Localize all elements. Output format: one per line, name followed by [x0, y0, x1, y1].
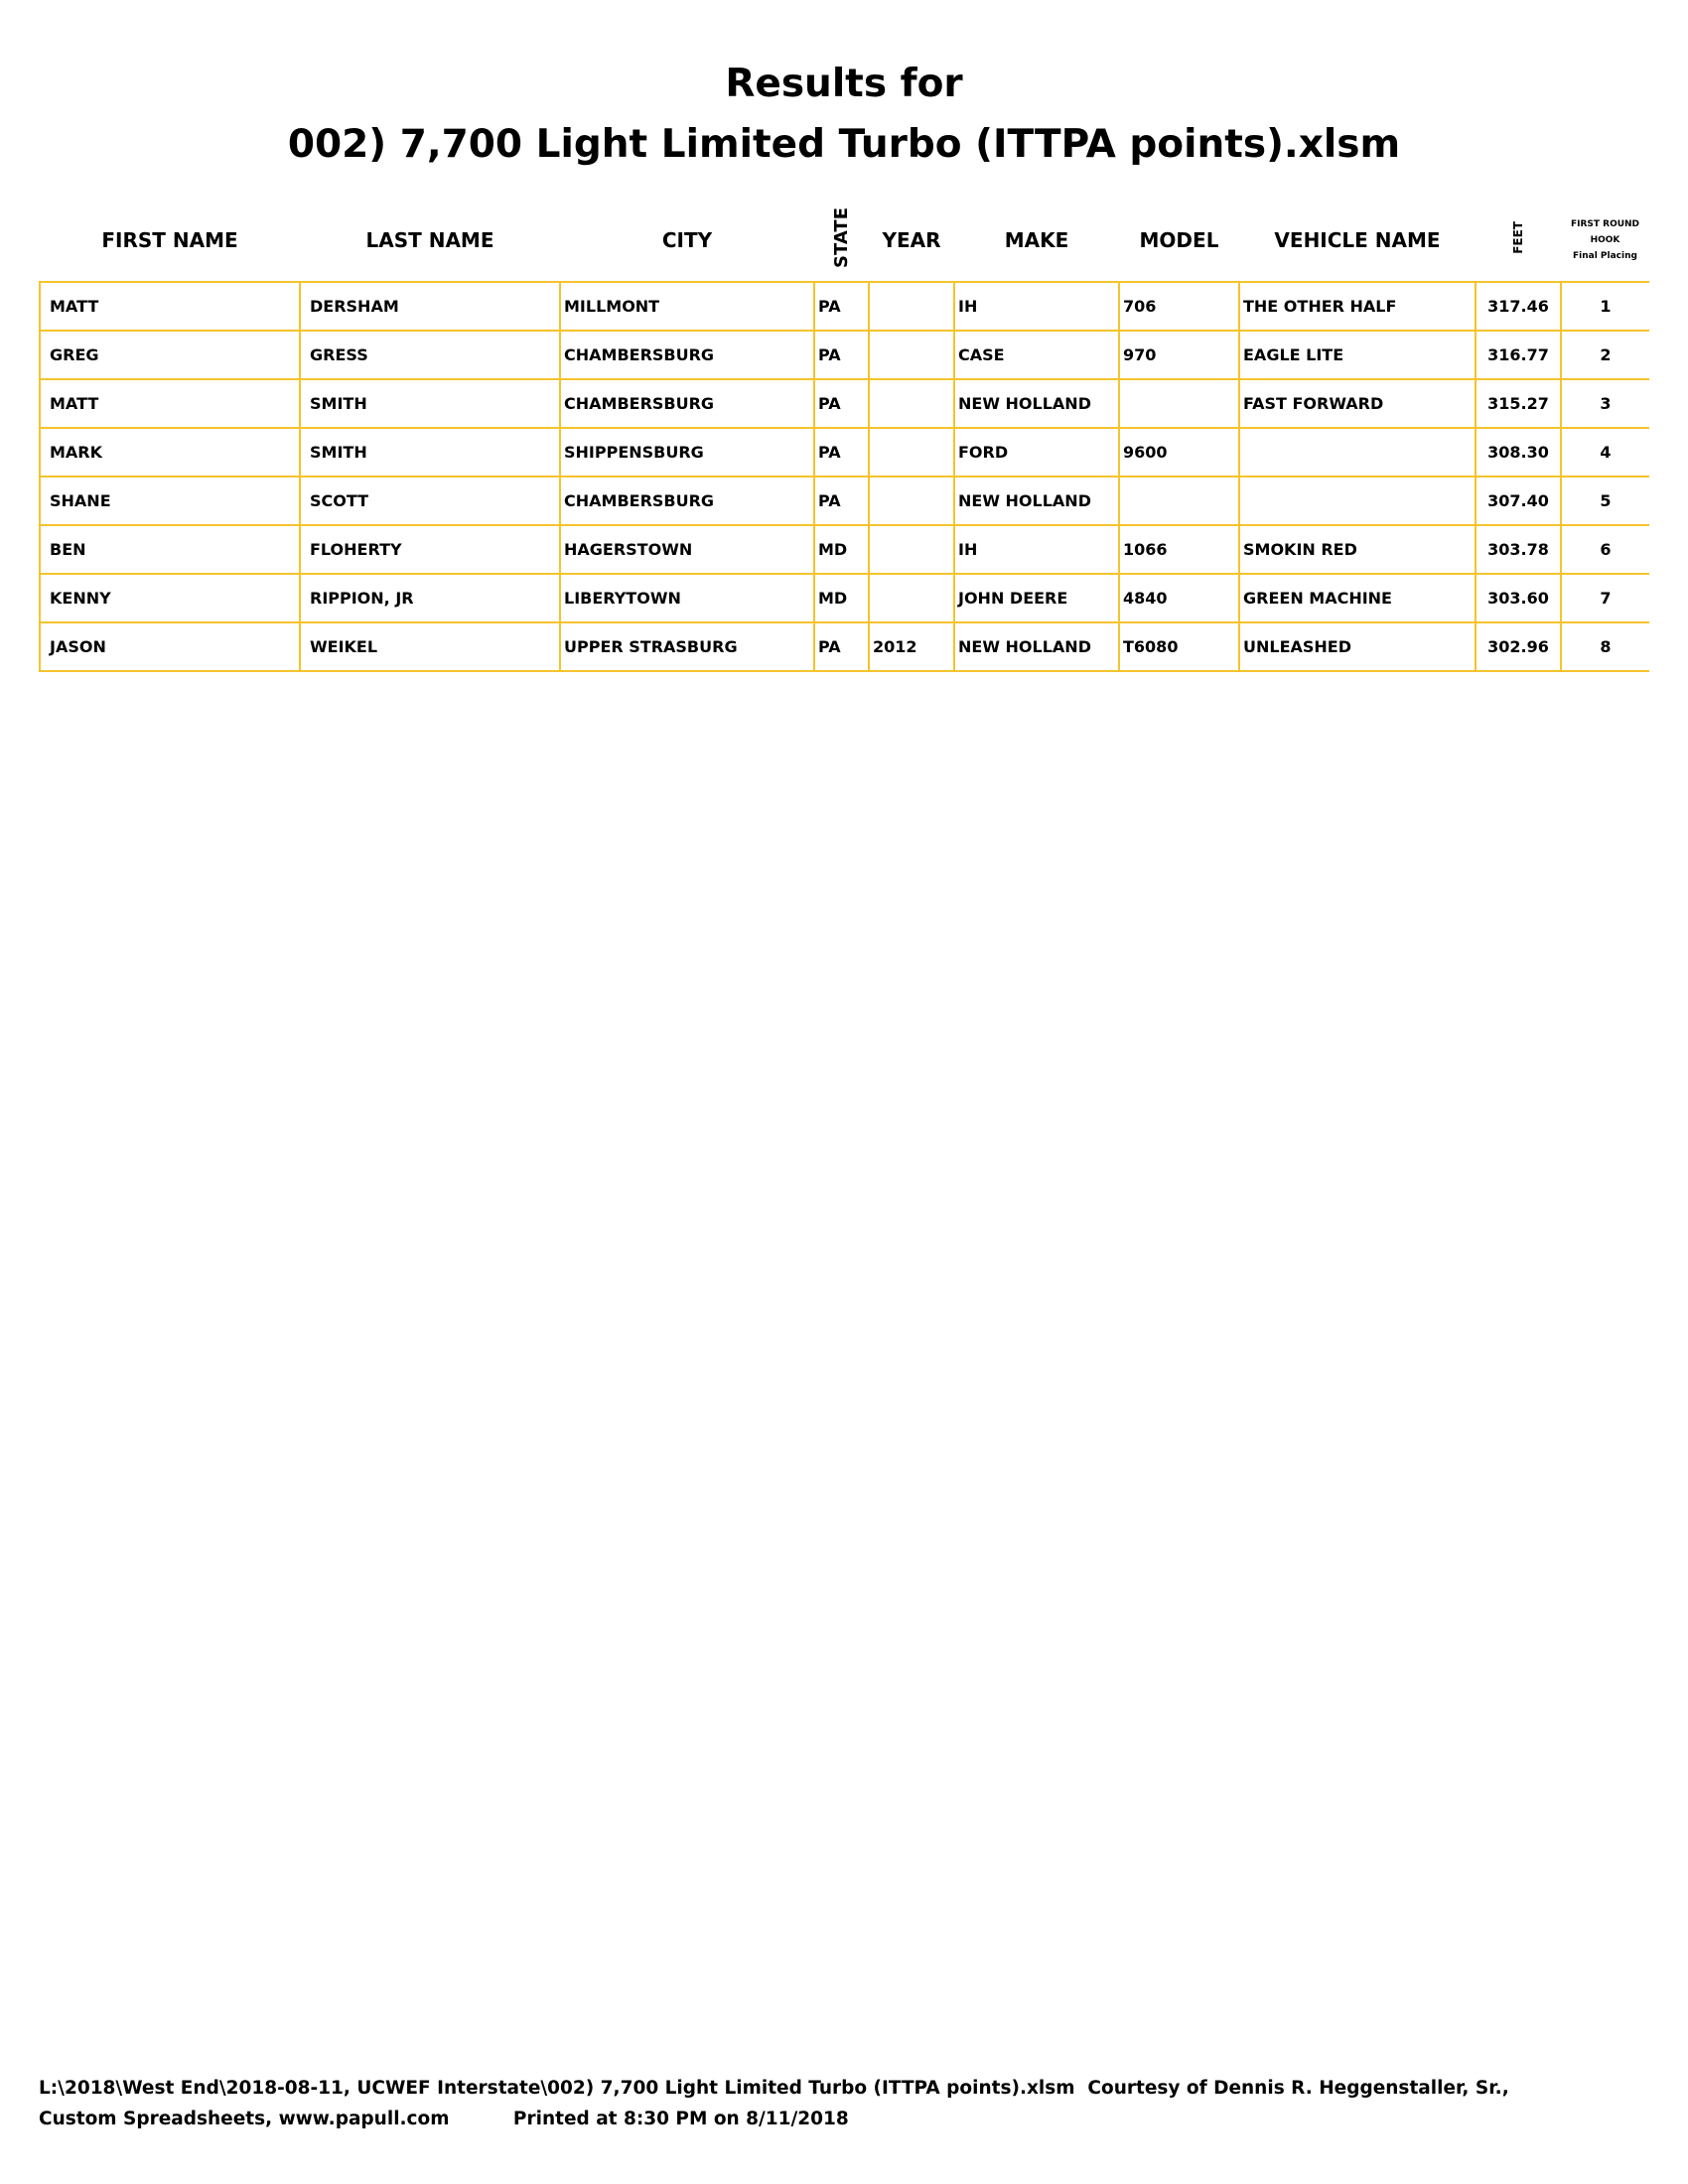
cell-last-name: WEIKEL [300, 622, 560, 671]
cell-year [869, 428, 954, 477]
cell-make: NEW HOLLAND [954, 477, 1119, 525]
cell-model [1119, 477, 1239, 525]
cell-first-name: SHANE [40, 477, 300, 525]
cell-state: PA [814, 379, 869, 428]
footer-line2: Custom Spreadsheets, www.papull.com Printed at 8:30 PM on 8/11/2018 [39, 2109, 849, 2129]
cell-first-name: MATT [40, 379, 300, 428]
cell-last-name: GRESS [300, 331, 560, 379]
cell-placing: 7 [1561, 574, 1649, 622]
cell-city: LIBERYTOWN [560, 574, 814, 622]
header-placing-line1: FIRST ROUND [1570, 218, 1640, 229]
cell-year: 2012 [869, 622, 954, 671]
header-feet [1476, 199, 1561, 282]
header-year: YEAR [882, 227, 941, 252]
cell-model: T6080 [1119, 622, 1239, 671]
table-row [40, 379, 1649, 428]
cell-feet: 303.60 [1476, 574, 1561, 622]
header-placing-line2: HOOK [1590, 234, 1620, 245]
cell-feet: 307.40 [1476, 477, 1561, 525]
header-placing-line3: Final Placing [1573, 250, 1637, 261]
cell-state: PA [814, 622, 869, 671]
cell-placing: 6 [1561, 525, 1649, 574]
cell-year [869, 379, 954, 428]
cell-first-name: JASON [40, 622, 300, 671]
table-row [40, 428, 1649, 477]
header-feet-label: FEET [1511, 220, 1525, 254]
cell-state: PA [814, 331, 869, 379]
header-placing [1561, 199, 1649, 282]
cell-city: MILLMONT [560, 282, 814, 331]
cell-model: 4840 [1119, 574, 1239, 622]
cell-last-name: SCOTT [300, 477, 560, 525]
cell-model: 9600 [1119, 428, 1239, 477]
header-city: CITY [661, 227, 713, 252]
cell-city: CHAMBERSBURG [560, 477, 814, 525]
cell-first-name: MATT [40, 282, 300, 331]
cell-make: NEW HOLLAND [954, 379, 1119, 428]
header-state [814, 199, 869, 282]
cell-first-name: MARK [40, 428, 300, 477]
cell-last-name: RIPPION, JR [300, 574, 560, 622]
cell-year [869, 574, 954, 622]
cell-state: PA [814, 428, 869, 477]
table-row [40, 574, 1649, 622]
cell-placing: 1 [1561, 282, 1649, 331]
cell-vehicle-name: SMOKIN RED [1239, 525, 1476, 574]
header-state-label: STATE [831, 206, 852, 268]
cell-feet: 302.96 [1476, 622, 1561, 671]
cell-make: JOHN DEERE [954, 574, 1119, 622]
table-row [40, 477, 1649, 525]
cell-city: SHIPPENSBURG [560, 428, 814, 477]
cell-year [869, 525, 954, 574]
cell-vehicle-name: THE OTHER HALF [1239, 282, 1476, 331]
cell-last-name: FLOHERTY [300, 525, 560, 574]
cell-first-name: GREG [40, 331, 300, 379]
cell-placing: 3 [1561, 379, 1649, 428]
table-row [40, 331, 1649, 379]
cell-city: CHAMBERSBURG [560, 331, 814, 379]
cell-placing: 8 [1561, 622, 1649, 671]
cell-vehicle-name [1239, 428, 1476, 477]
table-row [40, 282, 1649, 331]
cell-state: PA [814, 477, 869, 525]
cell-feet: 316.77 [1476, 331, 1561, 379]
cell-vehicle-name: GREEN MACHINE [1239, 574, 1476, 622]
cell-last-name: SMITH [300, 379, 560, 428]
table-row [40, 525, 1649, 574]
cell-city: CHAMBERSBURG [560, 379, 814, 428]
cell-placing: 2 [1561, 331, 1649, 379]
cell-city: UPPER STRASBURG [560, 622, 814, 671]
header-first-name: FIRST NAME [101, 227, 238, 252]
cell-state: MD [814, 574, 869, 622]
table-row [40, 622, 1649, 671]
cell-state: PA [814, 282, 869, 331]
cell-make: FORD [954, 428, 1119, 477]
cell-model: 706 [1119, 282, 1239, 331]
cell-model [1119, 379, 1239, 428]
cell-make: NEW HOLLAND [954, 622, 1119, 671]
cell-feet: 303.78 [1476, 525, 1561, 574]
cell-placing: 5 [1561, 477, 1649, 525]
cell-vehicle-name: EAGLE LITE [1239, 331, 1476, 379]
cell-year [869, 331, 954, 379]
cell-city: HAGERSTOWN [560, 525, 814, 574]
header-placing-label [1571, 216, 1639, 264]
cell-first-name: KENNY [40, 574, 300, 622]
cell-feet: 317.46 [1476, 282, 1561, 331]
cell-year [869, 282, 954, 331]
cell-feet: 308.30 [1476, 428, 1561, 477]
page-title-line1: Results for [725, 62, 963, 106]
cell-state: MD [814, 525, 869, 574]
cell-model: 970 [1119, 331, 1239, 379]
cell-feet: 315.27 [1476, 379, 1561, 428]
header-row [40, 199, 1649, 282]
footer-line1: L:\2018\West End\2018-08-11, UCWEF Interstate\002) 7,700 Light Limited Turbo (ITTPA points).xlsm Courtesy of Dennis R. Heggenstaller, Sr., [39, 2078, 1509, 2099]
cell-last-name: DERSHAM [300, 282, 560, 331]
header-model: MODEL [1139, 227, 1219, 252]
cell-make: CASE [954, 331, 1119, 379]
cell-last-name: SMITH [300, 428, 560, 477]
cell-model: 1066 [1119, 525, 1239, 574]
cell-vehicle-name: FAST FORWARD [1239, 379, 1476, 428]
cell-year [869, 477, 954, 525]
cell-first-name: BEN [40, 525, 300, 574]
page-title-line2: 002) 7,700 Light Limited Turbo (ITTPA points).xlsm [287, 122, 1401, 167]
cell-make: IH [954, 525, 1119, 574]
cell-vehicle-name: UNLEASHED [1239, 622, 1476, 671]
cell-vehicle-name [1239, 477, 1476, 525]
header-make: MAKE [1004, 227, 1069, 252]
page-footer [39, 2073, 1647, 2134]
cell-make: IH [954, 282, 1119, 331]
header-last-name: LAST NAME [365, 227, 494, 252]
results-table [39, 199, 1649, 672]
header-vehicle-name: VEHICLE NAME [1274, 227, 1441, 252]
cell-placing: 4 [1561, 428, 1649, 477]
